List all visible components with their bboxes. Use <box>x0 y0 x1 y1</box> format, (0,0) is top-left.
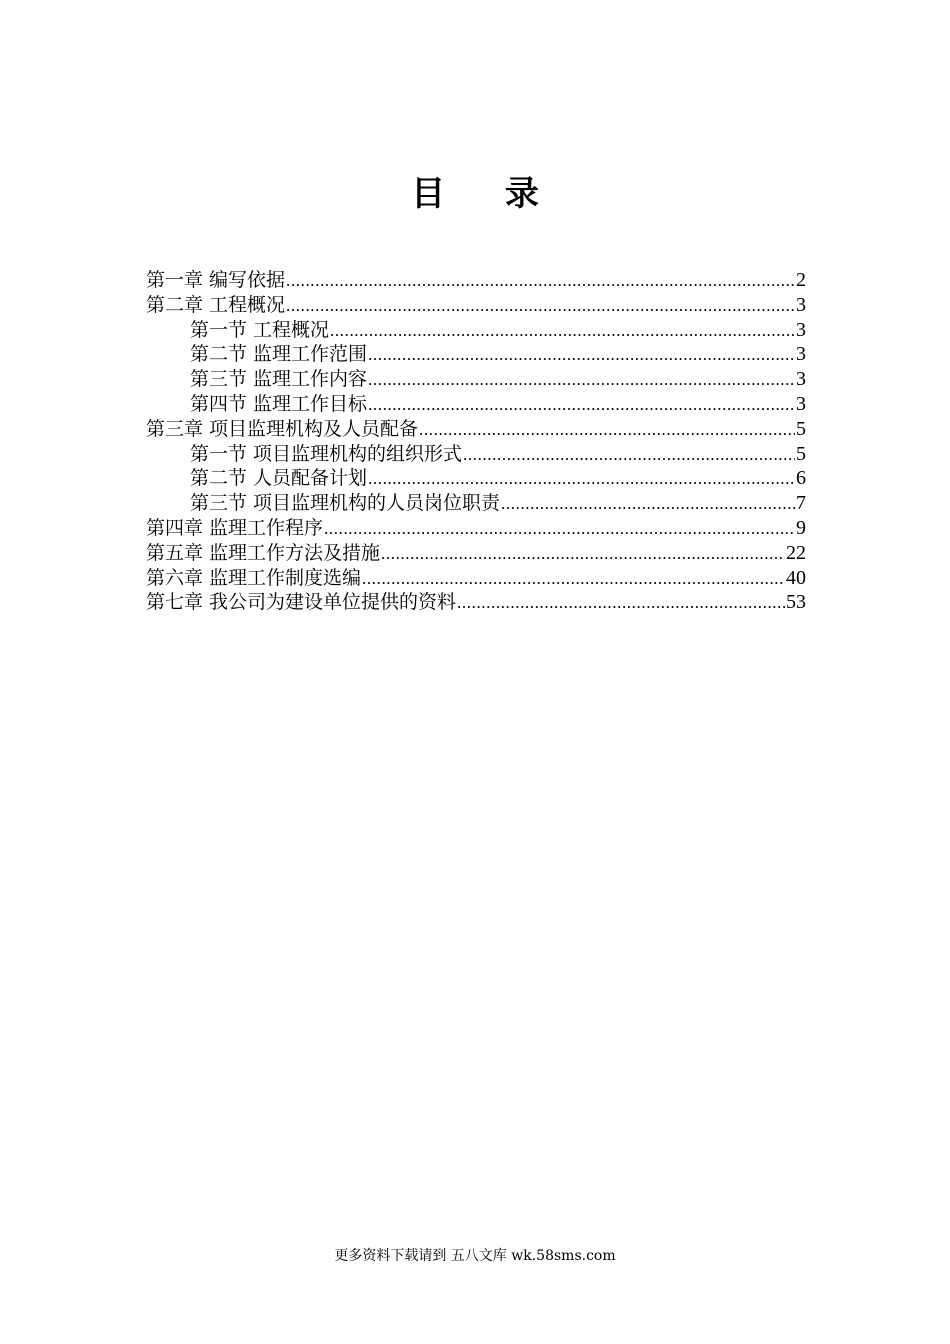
toc-leader-dots <box>368 368 795 393</box>
toc-leader-dots <box>330 319 795 344</box>
toc-page-number: 40 <box>786 566 806 589</box>
toc-leader-dots <box>463 443 795 468</box>
table-of-contents <box>146 268 806 615</box>
toc-entry[interactable] <box>146 590 806 615</box>
toc-subentry[interactable] <box>146 367 806 392</box>
toc-page-number: 3 <box>796 392 806 415</box>
toc-leader-dots <box>368 393 795 418</box>
toc-subentry[interactable] <box>146 491 806 516</box>
toc-entry-label: 第六章 监理工作制度选编 <box>146 566 362 589</box>
toc-entry-label: 第三节 监理工作内容 <box>190 368 368 391</box>
toc-page-number: 5 <box>796 417 806 440</box>
toc-leader-dots <box>501 492 795 517</box>
toc-page-number: 53 <box>786 591 806 614</box>
toc-entry-label: 第三章 项目监理机构及人员配备 <box>146 417 419 440</box>
toc-entry-label: 第四节 监理工作目标 <box>190 392 368 415</box>
toc-page-number: 3 <box>796 318 806 341</box>
toc-page-number: 22 <box>786 541 806 564</box>
page-title: 目 录 <box>411 174 563 214</box>
toc-leader-dots <box>286 269 795 294</box>
toc-leader-dots <box>362 567 785 592</box>
toc-page-number: 7 <box>796 492 806 515</box>
toc-entry-label: 第五章 监理工作方法及措施 <box>146 541 381 564</box>
toc-entry-label: 第一章 编写依据 <box>146 269 286 291</box>
toc-leader-dots <box>419 418 795 443</box>
toc-page-number: 3 <box>796 368 806 391</box>
toc-entry[interactable] <box>146 516 806 541</box>
toc-page-number: 9 <box>796 516 806 539</box>
toc-entry-label: 第三节 项目监理机构的人员岗位职责 <box>190 492 501 515</box>
toc-entry[interactable] <box>146 268 806 293</box>
toc-page-number: 3 <box>796 343 806 366</box>
toc-entry-label: 第七章 我公司为建设单位提供的资料 <box>146 591 457 614</box>
toc-leader-dots <box>368 343 795 368</box>
toc-subentry[interactable] <box>146 342 806 367</box>
toc-entry[interactable] <box>146 417 806 442</box>
toc-subentry[interactable] <box>146 318 806 343</box>
toc-entry-label: 第一节 工程概况 <box>190 318 330 341</box>
toc-entry-label: 第一节 项目监理机构的组织形式 <box>190 442 463 465</box>
toc-entry-label: 第二节 人员配备计划 <box>190 467 368 490</box>
toc-entry-label: 第二章 工程概况 <box>146 293 286 316</box>
toc-page-number: 3 <box>796 293 806 316</box>
toc-leader-dots <box>457 591 785 616</box>
toc-leader-dots <box>286 294 795 319</box>
footer-text: 更多资料下载请到 五八文库 wk.58sms.com <box>334 1248 616 1264</box>
toc-entry[interactable] <box>146 541 806 566</box>
toc-entry-label: 第二节 监理工作范围 <box>190 343 368 366</box>
toc-page-number: 2 <box>796 269 806 291</box>
toc-page-number: 6 <box>796 467 806 490</box>
toc-page-number: 5 <box>796 442 806 465</box>
toc-entry[interactable] <box>146 566 806 591</box>
toc-leader-dots <box>324 517 795 542</box>
toc-entry-label: 第四章 监理工作程序 <box>146 516 324 539</box>
toc-leader-dots <box>368 467 795 492</box>
toc-subentry[interactable] <box>146 442 806 467</box>
toc-entry[interactable] <box>146 293 806 318</box>
toc-leader-dots <box>381 542 785 567</box>
toc-subentry[interactable] <box>146 466 806 491</box>
toc-subentry[interactable] <box>146 392 806 417</box>
